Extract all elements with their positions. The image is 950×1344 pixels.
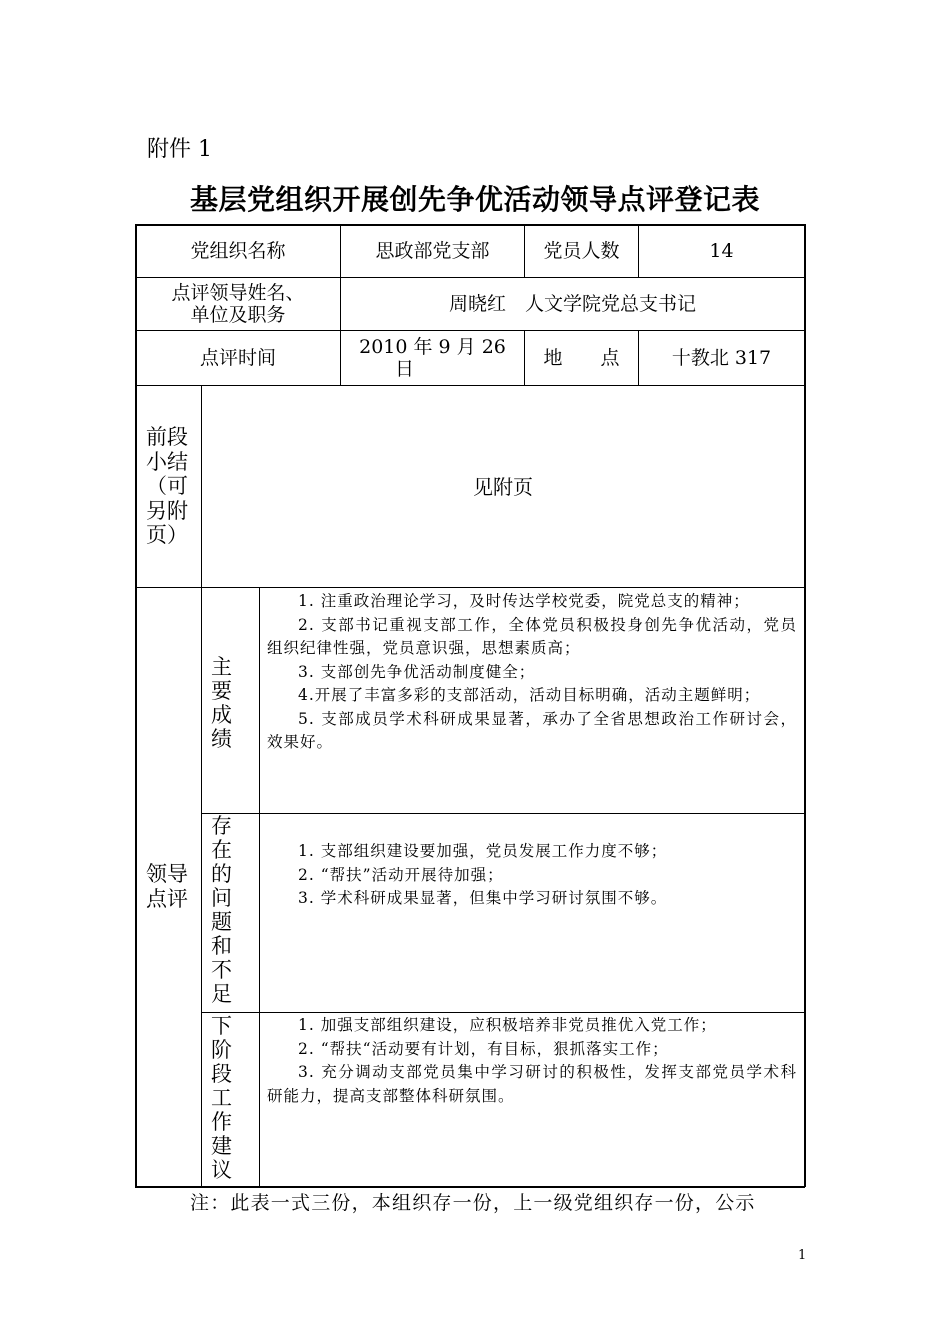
comment-label-line: 领导: [146, 862, 188, 886]
suggestion-item: 3. 充分调动支部党员集中学习研讨的积极性，发挥支部党员学术科研能力，提高支部整体科研氛围。: [267, 1063, 797, 1105]
summary-value: 见附页: [473, 474, 533, 499]
achievement-item: 5. 支部成员学术科研成果显著，承办了全省思想政治工作研讨会，效果好。: [267, 709, 797, 751]
reviewer-label: [136, 278, 340, 330]
achievements-label-char: 主: [211, 655, 232, 679]
problems-label-char: 足: [211, 982, 232, 1006]
achievements-label-char: 要: [211, 679, 232, 703]
problems-label-char: 的: [211, 862, 232, 886]
review-time-label: 点评时间: [199, 347, 276, 369]
table-rule: [259, 587, 260, 1187]
suggestions-label-char: 工: [211, 1086, 232, 1110]
suggestion-item: 1. 加强支部组织建设，应积极培养非党员推优入党工作；: [298, 1016, 717, 1034]
review-time-value-line2: 日: [395, 358, 415, 380]
achievements-label-char: 成: [211, 703, 232, 727]
summary-label-line: 页）: [146, 523, 188, 547]
problems-label-char: 不: [211, 958, 232, 982]
footer-note: 注：此表一式三份，本组织存一份，上一级党组织存一份，公示: [190, 1192, 756, 1214]
reviewer-value: 周晓红 人文学院党总支书记: [448, 293, 696, 315]
summary-label-line: （可: [146, 474, 188, 498]
review-time-value: [341, 331, 524, 385]
problem-item: 2. “帮扶”活动开展待加强；: [298, 865, 504, 884]
suggestions-label-char: 下: [211, 1014, 232, 1038]
org-name-label: 党组织名称: [190, 240, 286, 262]
problems-label-char: 存: [211, 814, 232, 838]
problems-label-char: 题: [211, 910, 232, 934]
reviewer-label-line2: 单位及职务: [190, 304, 286, 326]
achievements-label: [211, 655, 241, 751]
table-rule: [201, 813, 805, 814]
reviewer-label-line1: 点评领导姓名、: [171, 282, 305, 304]
achievements-label-char: 绩: [211, 727, 232, 751]
summary-label-line: 前段: [146, 425, 188, 449]
suggestions-label: [211, 1014, 241, 1182]
achievements-text: [267, 590, 797, 755]
suggestions-label-char: 阶: [211, 1038, 232, 1062]
member-count-label: 党员人数: [543, 240, 620, 262]
suggestion-item: 2. “帮扶“活动要有计划，有目标，狠抓落实工作；: [298, 1039, 669, 1058]
form-title: 基层党组织开展创先争优活动领导点评登记表: [189, 183, 760, 216]
suggestions-label-char: 建: [211, 1134, 232, 1158]
achievement-item: 2. 支部书记重视支部工作，全体党员积极投身创先争优活动，党员组织纪律性强，党员意识强，思想素质高；: [267, 615, 797, 657]
annex-label: 附件 1: [147, 137, 212, 162]
summary-label: [146, 425, 196, 548]
achievement-item: 4.开展了丰富多彩的支部活动，活动目标明确，活动主题鲜明；: [298, 686, 761, 704]
problems-text: [267, 840, 797, 911]
table-rule: [135, 587, 805, 588]
table-rule: [804, 224, 806, 1187]
review-time-value-line1: 2010 年 9 月 26: [359, 336, 506, 358]
problems-label-char: 问: [211, 886, 232, 910]
problems-label-char: 在: [211, 838, 232, 862]
achievement-item: 3. 支部创先争优活动制度健全；: [298, 662, 536, 681]
comment-label-line: 点评: [146, 887, 188, 911]
page-number: 1: [798, 1248, 807, 1263]
problems-label-char: 和: [211, 934, 232, 958]
location-value: 十教北 317: [671, 347, 772, 369]
suggestions-text: [267, 1014, 797, 1108]
suggestions-label-char: 议: [211, 1158, 232, 1182]
comment-label: [146, 862, 196, 912]
suggestions-label-char: 段: [211, 1062, 232, 1086]
summary-label-line: 小结: [146, 449, 188, 474]
org-name-value: 思政部党支部: [375, 240, 490, 262]
problem-item: 1. 支部组织建设要加强，党员发展工作力度不够；: [298, 842, 668, 860]
achievement-item: 1. 注重政治理论学习，及时传达学校党委，院党总支的精神；: [298, 592, 750, 610]
suggestions-label-char: 作: [211, 1110, 232, 1134]
problems-label: [211, 814, 241, 1006]
member-count-value: 14: [709, 240, 734, 262]
problem-item: 3. 学术科研成果显著，但集中学习研讨氛围不够。: [298, 889, 668, 907]
location-label: 地 点: [543, 347, 620, 369]
summary-label-line: 另附: [146, 498, 188, 523]
table-rule: [201, 1012, 805, 1013]
